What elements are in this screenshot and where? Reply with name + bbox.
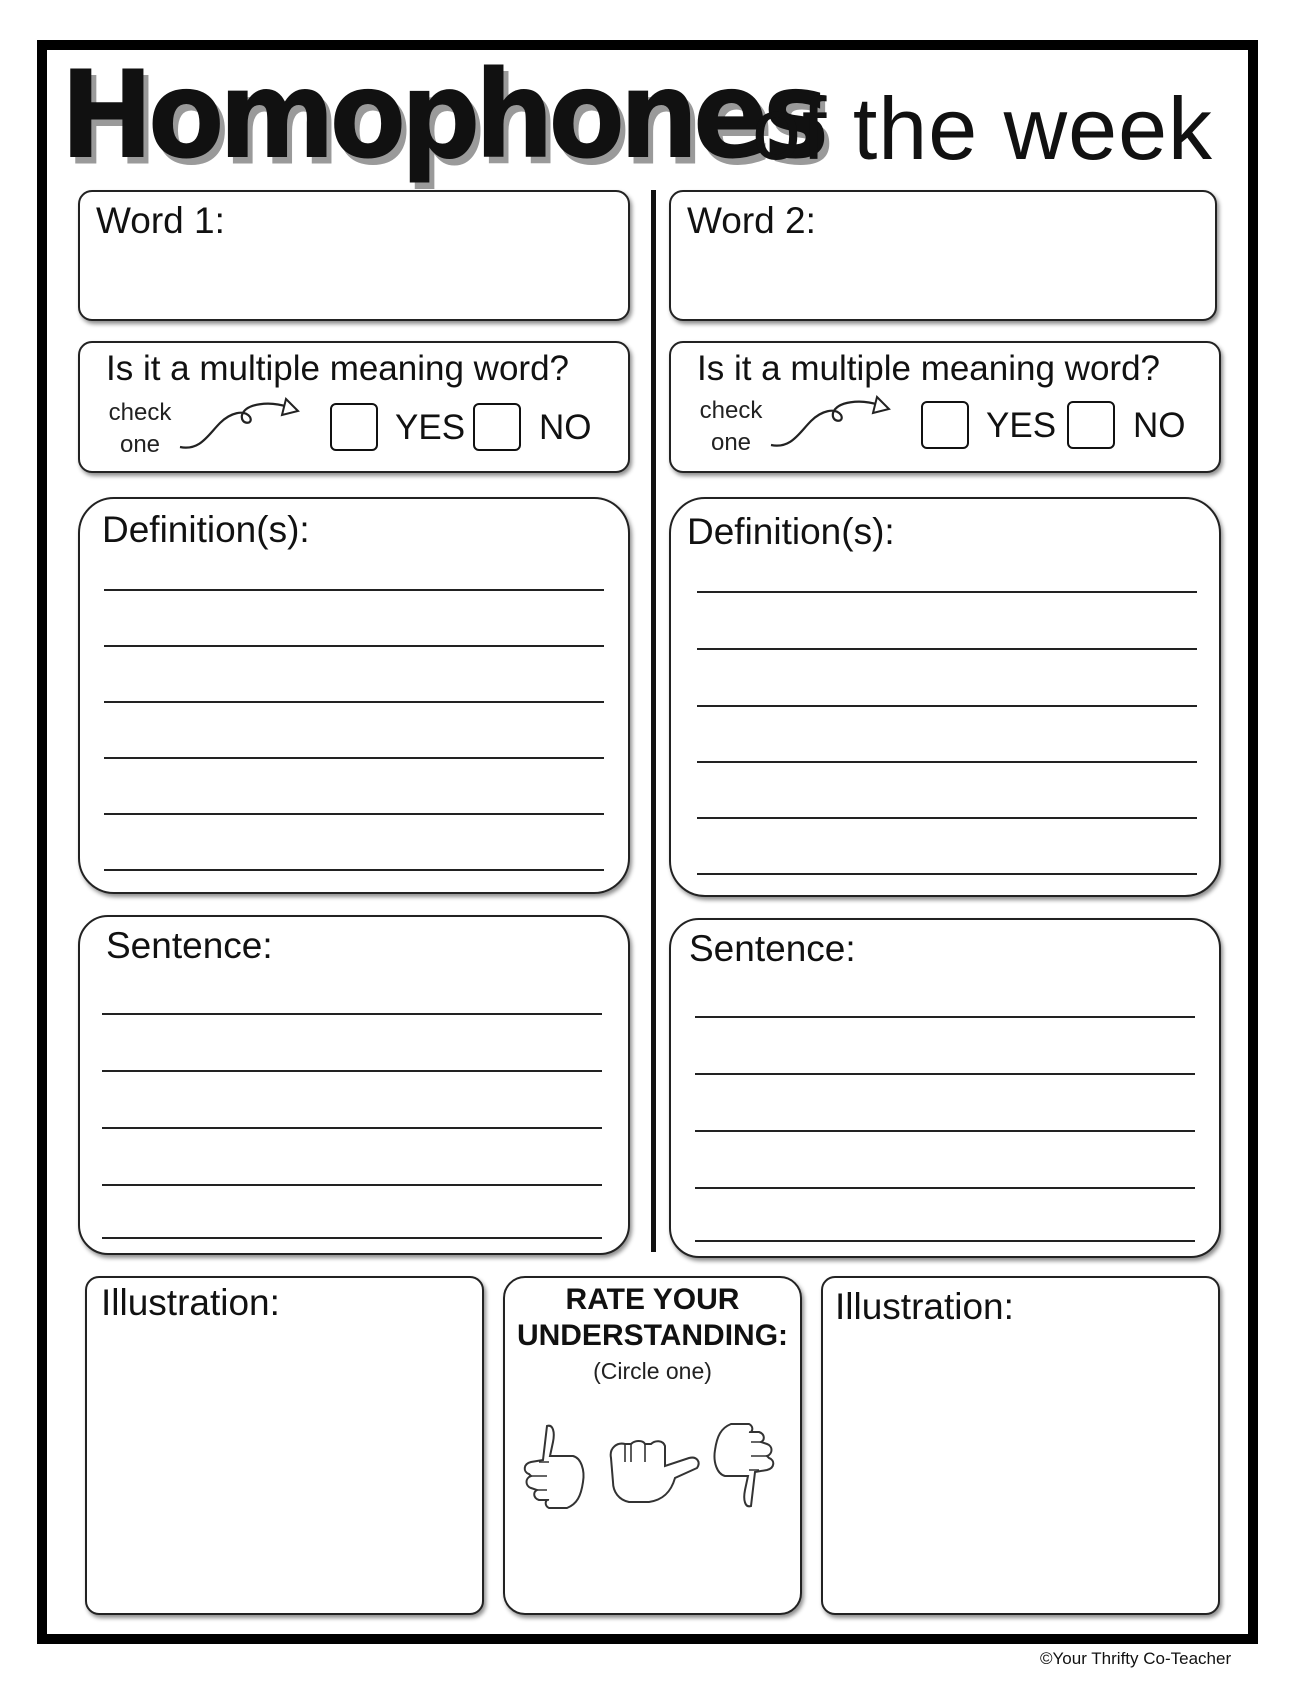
word2-definition-box[interactable] [669,497,1221,897]
word2-multiple-meaning-box [669,341,1221,473]
word2-sentence-box[interactable] [669,918,1221,1258]
curly-arrow-icon [769,393,899,455]
writing-line [695,1240,1195,1242]
writing-line [697,761,1197,763]
writing-line [695,1073,1195,1075]
word1-definition-label: Definition(s): [102,509,310,550]
writing-line [102,1013,602,1015]
rate-title-line2: UNDERSTANDING: [516,1319,789,1352]
writing-line [104,645,604,647]
copyright-text: ©Your Thrifty Co-Teacher [1040,1649,1232,1668]
thumbs-sideways-icon[interactable] [605,1438,701,1508]
word1-sentence-label: Sentence: [106,925,273,966]
writing-line [697,873,1197,875]
word1-label: Word 1: [96,200,225,241]
word1-check-one-label: check one [108,399,172,458]
illustration-label-right: Illustration: [835,1286,1014,1327]
writing-line [104,589,604,591]
word2-definition-label: Definition(s): [687,511,895,552]
word1-no-label: NO [539,408,592,447]
writing-line [104,757,604,759]
writing-line [695,1016,1195,1018]
word1-yes-checkbox[interactable] [330,403,378,451]
rate-title-line1: RATE YOUR [565,1283,740,1316]
thumbs-down-icon[interactable] [711,1418,781,1510]
illustration-label-left: Illustration: [101,1282,280,1323]
title-homophones: Homophones [60,46,824,187]
word2-yes-label: YES [986,406,1057,445]
word1-multiple-meaning-box [78,341,630,473]
word1-yes-label: YES [395,408,466,447]
illustration-box-right[interactable] [821,1276,1220,1615]
writing-line [102,1184,602,1186]
writing-line [695,1187,1195,1189]
illustration-box-left[interactable] [85,1276,484,1615]
writing-line [104,869,604,871]
thumbs-up-icon[interactable] [519,1422,589,1514]
writing-line [102,1127,602,1129]
word2-sentence-label: Sentence: [689,928,856,969]
writing-line [104,701,604,703]
word2-box[interactable] [669,190,1217,321]
word2-no-label: NO [1133,406,1186,445]
curly-arrow-icon [178,395,308,457]
writing-line [697,817,1197,819]
word2-label: Word 2: [687,200,816,241]
title-of-the-week: of the week [752,79,1214,178]
writing-line [697,591,1197,593]
writing-line [102,1237,602,1239]
word1-box[interactable] [78,190,630,321]
word2-check-one-label: check one [699,397,763,456]
writing-line [697,705,1197,707]
word1-no-checkbox[interactable] [473,403,521,451]
word1-sentence-box[interactable] [78,915,630,1255]
word2-question: Is it a multiple meaning word? [697,349,1160,388]
writing-line [697,648,1197,650]
word1-definition-box[interactable] [78,497,630,894]
rate-understanding-box [503,1276,802,1615]
writing-line [695,1130,1195,1132]
writing-line [104,813,604,815]
word2-no-checkbox[interactable] [1067,401,1115,449]
center-divider [651,190,656,1252]
word1-question: Is it a multiple meaning word? [106,349,569,388]
word2-yes-checkbox[interactable] [921,401,969,449]
rate-subtitle: (Circle one) [593,1358,712,1384]
writing-line [102,1070,602,1072]
worksheet-title [60,40,1250,190]
